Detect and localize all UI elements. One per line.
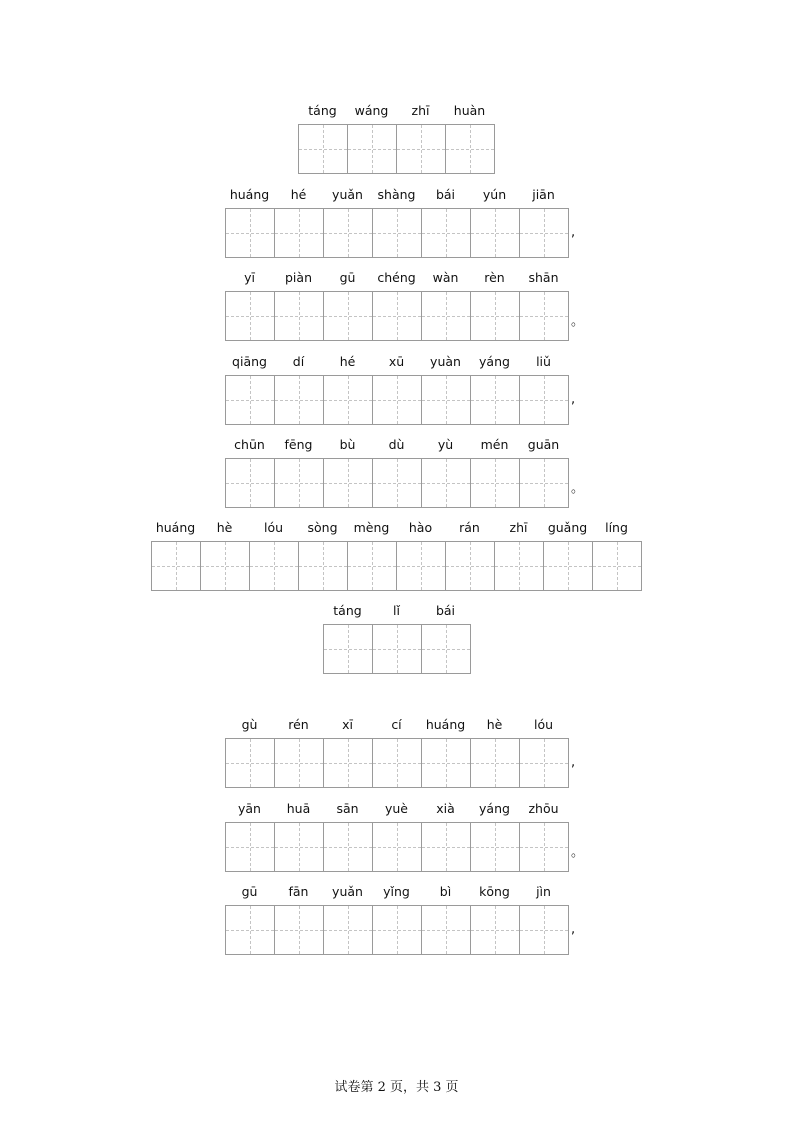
writing-box[interactable] [495, 542, 544, 590]
writing-box[interactable] [471, 209, 520, 257]
writing-box[interactable] [226, 823, 275, 871]
writing-box[interactable] [471, 823, 520, 871]
punctuation-mark: , [571, 225, 576, 240]
writing-box[interactable] [299, 542, 348, 590]
writing-box[interactable] [373, 209, 422, 257]
pinyin-syllable: lǐ [393, 603, 400, 618]
pinyin-syllable: yáng [479, 354, 510, 369]
writing-box[interactable] [373, 906, 422, 954]
writing-box[interactable] [471, 459, 520, 507]
writing-box[interactable] [373, 292, 422, 340]
pinyin-syllable: huàn [453, 103, 486, 118]
tianzi-grid [225, 291, 569, 341]
pinyin-syllable: gū [241, 884, 258, 899]
writing-box[interactable] [275, 906, 324, 954]
pinyin-syllable: wàn [432, 270, 459, 285]
writing-box[interactable] [520, 376, 568, 424]
tianzi-grid [225, 375, 569, 425]
writing-box[interactable] [275, 292, 324, 340]
pinyin-syllable: yī [244, 270, 255, 285]
pinyin-syllable: kōng [479, 884, 510, 899]
tianzi-grid [298, 124, 495, 174]
pinyin-line [225, 271, 569, 291]
writing-box[interactable] [348, 542, 397, 590]
punctuation-mark: , [571, 922, 576, 937]
writing-box[interactable] [324, 292, 373, 340]
pinyin-syllable: bái [435, 187, 456, 202]
writing-box[interactable] [275, 209, 324, 257]
pinyin-syllable: jiān [532, 187, 555, 202]
writing-box[interactable] [324, 459, 373, 507]
punctuation-mark: 。 [571, 845, 585, 860]
pinyin-syllable: táng [308, 103, 337, 118]
pinyin-syllable: chūn [234, 437, 265, 452]
pinyin-syllable: cí [391, 717, 402, 732]
tianzi-grid [225, 208, 569, 258]
writing-box[interactable] [520, 209, 568, 257]
poem-line [298, 104, 495, 174]
writing-box[interactable] [422, 209, 471, 257]
writing-box[interactable] [593, 542, 641, 590]
writing-box[interactable] [397, 542, 446, 590]
writing-box[interactable] [226, 376, 275, 424]
pinyin-line [225, 355, 569, 375]
pinyin-syllable: chéng [377, 270, 416, 285]
pinyin-syllable: zhōu [528, 801, 559, 816]
poem-line [225, 188, 569, 258]
pinyin-syllable: shàng [377, 187, 416, 202]
writing-box[interactable] [446, 542, 495, 590]
writing-box[interactable] [422, 376, 471, 424]
writing-box[interactable] [226, 459, 275, 507]
tianzi-grid [225, 458, 569, 508]
pinyin-syllable: hào [408, 520, 433, 535]
writing-box[interactable] [324, 906, 373, 954]
pinyin-syllable: zhī [411, 103, 430, 118]
pinyin-syllable: mèng [353, 520, 390, 535]
pinyin-syllable: bù [339, 437, 356, 452]
tianzi-grid [225, 822, 569, 872]
pinyin-syllable: hé [290, 187, 307, 202]
pinyin-syllable: sòng [307, 520, 338, 535]
pinyin-syllable: huáng [425, 717, 466, 732]
writing-box[interactable] [520, 459, 568, 507]
writing-box[interactable] [299, 125, 348, 173]
pinyin-syllable: lóu [263, 520, 284, 535]
pinyin-syllable: guān [527, 437, 560, 452]
page-footer: 试卷第 2 页，共 3 页 [334, 1080, 459, 1095]
writing-box[interactable] [226, 292, 275, 340]
pinyin-syllable: yǐng [383, 884, 410, 899]
punctuation-mark: 。 [571, 481, 585, 496]
pinyin-syllable: bái [435, 603, 456, 618]
poem-line [225, 802, 569, 872]
pinyin-syllable: gū [339, 270, 356, 285]
writing-box[interactable] [520, 823, 568, 871]
poem-line [225, 885, 569, 955]
pinyin-syllable: yù [437, 437, 454, 452]
pinyin-syllable: rèn [484, 270, 505, 285]
writing-box[interactable] [544, 542, 593, 590]
writing-box[interactable] [275, 823, 324, 871]
writing-box[interactable] [201, 542, 250, 590]
pinyin-syllable: xū [388, 354, 405, 369]
poem-line [151, 521, 642, 591]
writing-box[interactable] [520, 906, 568, 954]
pinyin-syllable: shān [528, 270, 559, 285]
writing-box[interactable] [250, 542, 299, 590]
writing-box[interactable] [373, 625, 422, 673]
pinyin-syllable: zhī [509, 520, 528, 535]
pinyin-syllable: xià [436, 801, 455, 816]
pinyin-line [225, 718, 569, 738]
punctuation-mark: , [571, 392, 576, 407]
writing-box[interactable] [422, 823, 471, 871]
writing-box[interactable] [422, 292, 471, 340]
pinyin-syllable: líng [605, 520, 628, 535]
pinyin-syllable: huā [286, 801, 311, 816]
writing-box[interactable] [275, 459, 324, 507]
pinyin-syllable: yuàn [430, 354, 461, 369]
pinyin-syllable: yuè [384, 801, 408, 816]
poem-line [225, 271, 569, 341]
writing-box[interactable] [324, 209, 373, 257]
pinyin-syllable: bì [439, 884, 452, 899]
writing-box[interactable] [275, 376, 324, 424]
writing-box[interactable] [422, 739, 471, 787]
writing-box[interactable] [520, 292, 568, 340]
pinyin-syllable: piàn [285, 270, 312, 285]
writing-box[interactable] [397, 125, 446, 173]
writing-box[interactable] [324, 625, 373, 673]
pinyin-syllable: yān [238, 801, 261, 816]
writing-box[interactable] [226, 906, 275, 954]
poem-line [225, 355, 569, 425]
pinyin-syllable: liǔ [536, 354, 551, 369]
writing-box[interactable] [373, 739, 422, 787]
writing-box[interactable] [520, 739, 568, 787]
pinyin-syllable: jìn [536, 884, 551, 899]
pinyin-syllable: yuǎn [332, 884, 363, 899]
pinyin-syllable: yún [482, 187, 507, 202]
pinyin-syllable: guǎng [547, 520, 588, 535]
punctuation-mark: , [571, 755, 576, 770]
pinyin-syllable: hè [216, 520, 233, 535]
pinyin-line [225, 188, 569, 208]
writing-box[interactable] [422, 906, 471, 954]
writing-box[interactable] [446, 125, 494, 173]
poem-line [225, 438, 569, 508]
pinyin-line [323, 604, 471, 624]
poem-line [225, 718, 569, 788]
pinyin-syllable: wáng [354, 103, 389, 118]
pinyin-line [225, 802, 569, 822]
writing-box[interactable] [471, 292, 520, 340]
pinyin-syllable: táng [333, 603, 362, 618]
pinyin-syllable: rán [459, 520, 480, 535]
pinyin-syllable: hè [486, 717, 503, 732]
pinyin-syllable: huáng [155, 520, 196, 535]
pinyin-line [151, 521, 642, 541]
writing-box[interactable] [471, 906, 520, 954]
writing-box[interactable] [226, 209, 275, 257]
pinyin-syllable: sān [336, 801, 359, 816]
writing-box[interactable] [422, 459, 471, 507]
writing-box[interactable] [324, 739, 373, 787]
pinyin-syllable: dí [292, 354, 305, 369]
pinyin-syllable: hé [339, 354, 356, 369]
tianzi-grid [151, 541, 642, 591]
writing-box[interactable] [471, 739, 520, 787]
writing-box[interactable] [373, 376, 422, 424]
pinyin-syllable: qiāng [232, 354, 267, 369]
writing-box[interactable] [324, 823, 373, 871]
writing-box[interactable] [422, 625, 470, 673]
writing-box[interactable] [373, 459, 422, 507]
writing-box[interactable] [152, 542, 201, 590]
writing-box[interactable] [471, 376, 520, 424]
pinyin-syllable: dù [388, 437, 405, 452]
pinyin-syllable: lóu [533, 717, 554, 732]
pinyin-syllable: yuǎn [332, 187, 363, 202]
pinyin-syllable: huáng [229, 187, 270, 202]
pinyin-syllable: yáng [479, 801, 510, 816]
pinyin-line [298, 104, 495, 124]
writing-box[interactable] [226, 739, 275, 787]
tianzi-grid [225, 738, 569, 788]
pinyin-line [225, 438, 569, 458]
pinyin-line [225, 885, 569, 905]
tianzi-grid [323, 624, 471, 674]
writing-box[interactable] [324, 376, 373, 424]
pinyin-syllable: fēng [284, 437, 313, 452]
pinyin-syllable: mén [480, 437, 509, 452]
pinyin-syllable: xī [342, 717, 353, 732]
pinyin-syllable: rén [288, 717, 309, 732]
punctuation-mark: 。 [571, 314, 585, 329]
writing-box[interactable] [275, 739, 324, 787]
writing-box[interactable] [348, 125, 397, 173]
pinyin-syllable: gù [241, 717, 258, 732]
writing-box[interactable] [373, 823, 422, 871]
pinyin-syllable: fān [288, 884, 309, 899]
poem-line [323, 604, 471, 674]
tianzi-grid [225, 905, 569, 955]
